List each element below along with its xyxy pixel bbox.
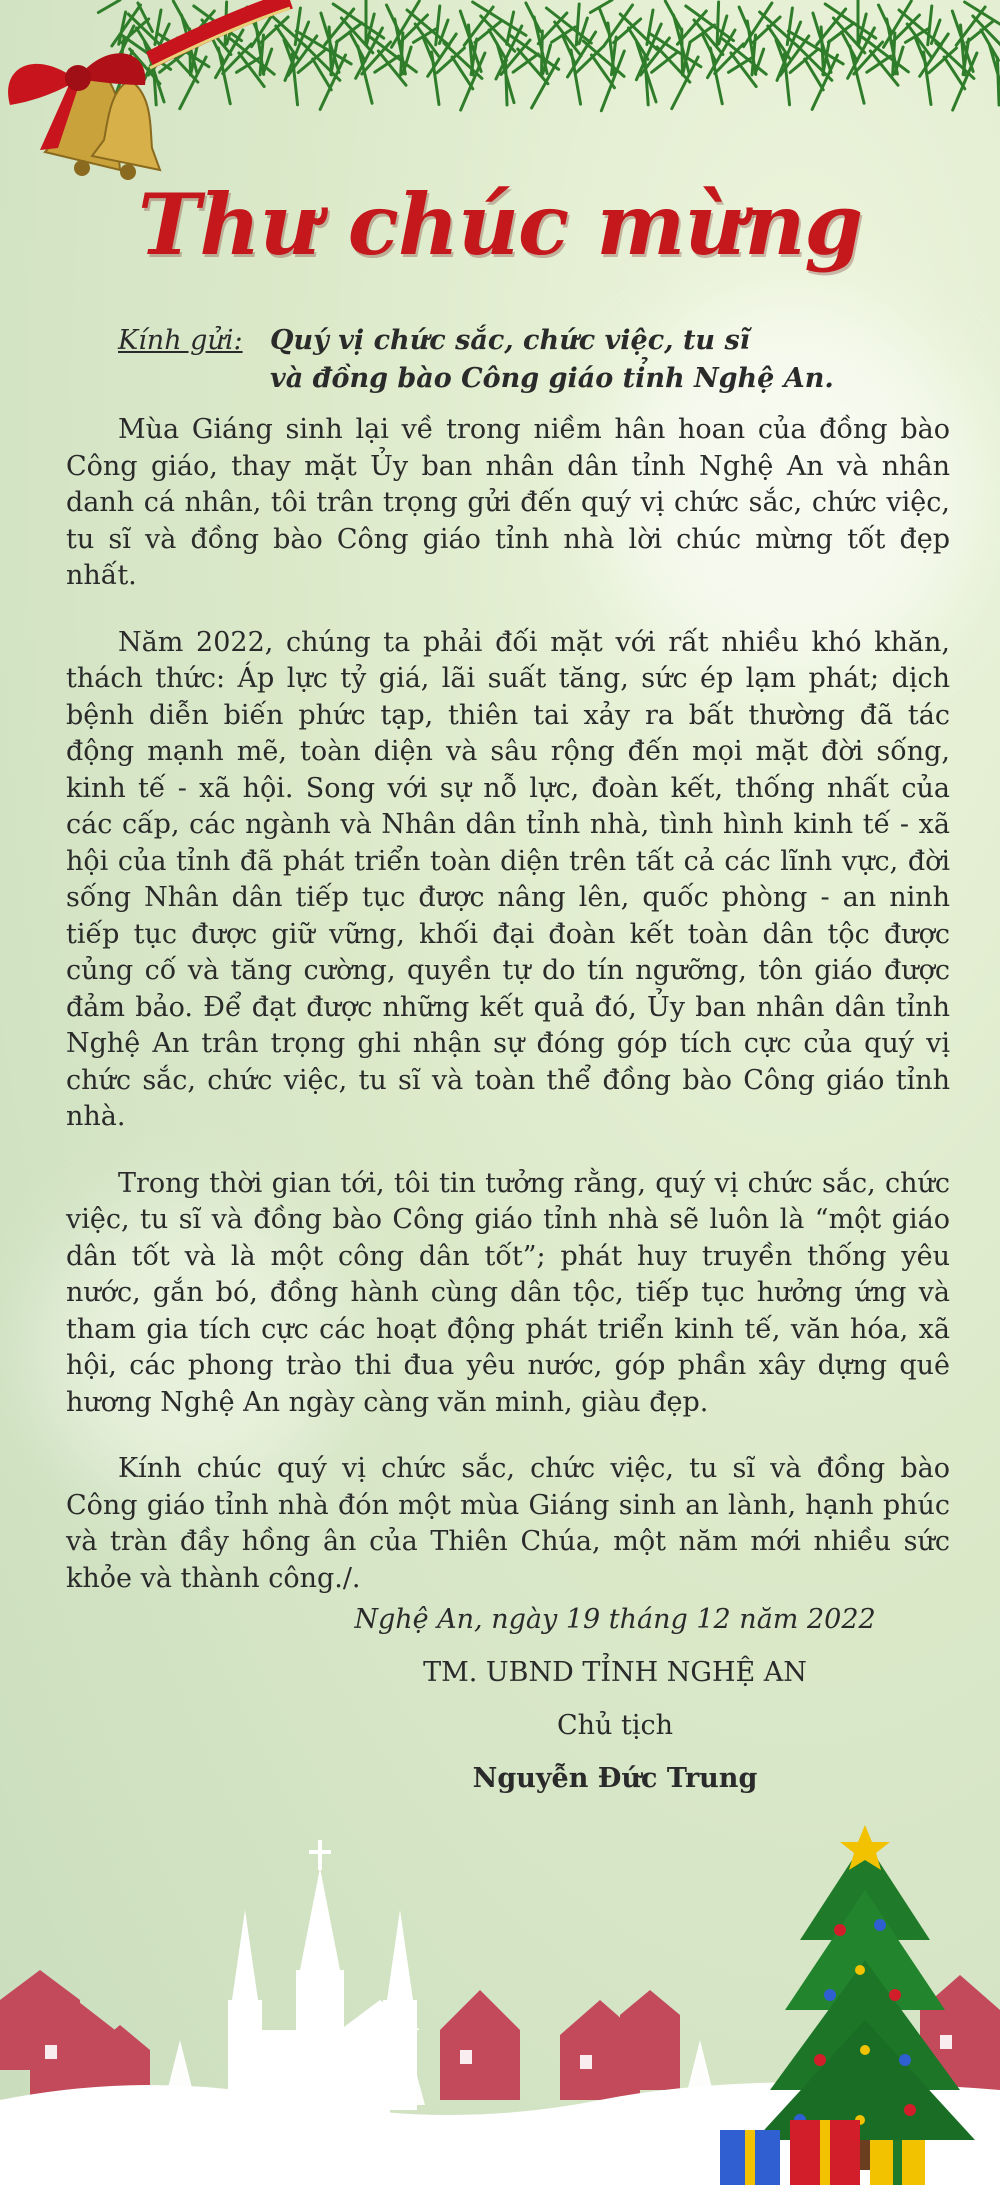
paragraph: Kính chúc quý vị chức sắc, chức việc, tu sĩ và đồng bào Công giáo tỉnh nhà đón một mùa Giáng sinh an lành, hạnh phúc và tràn đầy hồng ân của Thiên Chúa, một năm mới nhiều sức khỏe và thành công./. [66, 1453, 950, 1594]
paragraph: Năm 2022, chúng ta phải đối mặt với rất nhiều khó khăn, thách thức: Áp lực tỷ giá, lãi suất tăng, sức ép lạm phát; dịch bệnh diễn biến phức tạp, thiên tai xảy ra bất thường đã tác động mạnh mẽ, toàn diện và sâu rộng đến mọi mặt đời sống, kinh tế - xã hội. Song với sự nỗ lực, đoàn kết, thống nhất của các cấp, các ngành và Nhân dân tỉnh nhà, tình hình kinh tế - xã hội của tỉnh đã phát triển toàn diện trên tất cả các lĩnh vực, đời sống Nhân dân tiếp tục được nâng lên, quốc phòng - an ninh tiếp tục được giữ vững, khối đại đoàn kết toàn dân tộc được củng cố và tăng cường, quyền tự do tín ngưỡng, tôn giáo được đảm bảo. Để đạt được những kết quả đó, Ủy ban nhân dân tỉnh Nghệ An trân trọng ghi nhận sự đóng góp tích cực của quý vị chức sắc, chức việc, tu sĩ và toàn thể đồng bào Công giáo tỉnh nhà. [66, 626, 950, 1132]
winter-village-scene [0, 1800, 1000, 2201]
signatory-position: Chủ tịch [556, 1710, 673, 1741]
letter-title: Thư chúc mừng [137, 175, 863, 274]
letter-body [66, 412, 950, 1627]
recipient-label: Kính gửi: [118, 325, 243, 356]
signatory-organization: TM. UBND TỈNH NGHỆ AN [423, 1657, 807, 1688]
signatory-name: Nguyễn Đức Trung [472, 1763, 758, 1794]
recipient-block [118, 322, 834, 394]
paragraph: Mùa Giáng sinh lại về trong niềm hân hoan của đồng bào Công giáo, thay mặt Ủy ban nhân dân tỉnh Nghệ An và nhân danh cá nhân, tôi trân trọng gửi đến quý vị chức sắc, chức việc, tu sĩ và đồng bào Công giáo tỉnh nhà lời chúc mừng tốt đẹp nhất. [66, 414, 950, 591]
recipient-line: Quý vị chức sắc, chức việc, tu sĩ [270, 325, 750, 356]
place-date: Nghệ An, ngày 19 tháng 12 năm 2022 [354, 1604, 876, 1635]
paragraph: Trong thời gian tới, tôi tin tưởng rằng, quý vị chức sắc, chức việc, tu sĩ và đồng bào Công giáo tỉnh nhà sẽ luôn là “một giáo dân tốt và là một công dân tốt”; phát huy truyền thống yêu nước, gắn bó, đồng hành cùng dân tộc, tiếp tục hưởng ứng và tham gia tích cực các hoạt động phát triển kinh tế, văn hóa, xã hội, các phong trào thi đua yêu nước, góp phần xây dựng quê hương Nghệ An ngày càng văn minh, giàu đẹp. [66, 1167, 950, 1418]
recipient-names [270, 322, 890, 398]
recipient-line: và đồng bào Công giáo tỉnh Nghệ An. [270, 363, 834, 394]
